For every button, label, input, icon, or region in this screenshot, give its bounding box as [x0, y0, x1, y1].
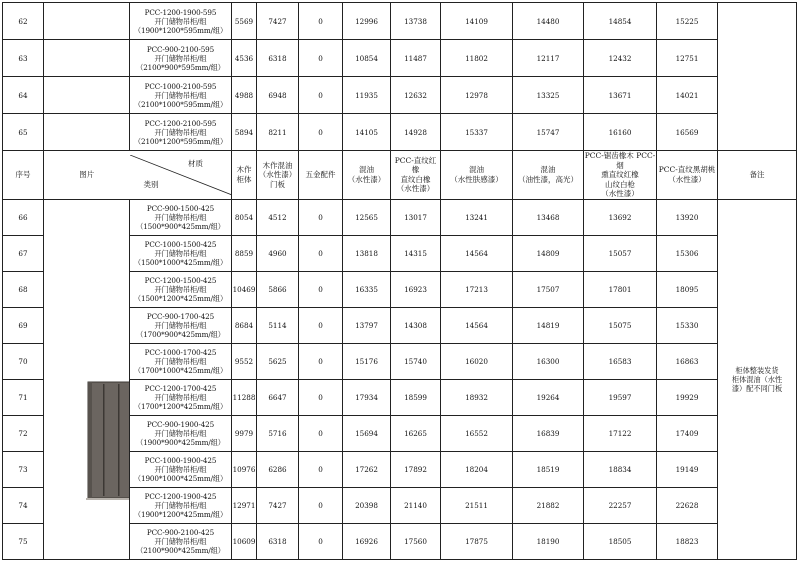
picture-cell: [44, 40, 130, 77]
price-cell: 8211: [257, 114, 299, 151]
header-wood-l1: 木作: [236, 165, 252, 175]
price-cell: 16926: [343, 523, 391, 559]
price-cell: 12978: [441, 77, 513, 114]
price-cell: 0: [299, 3, 343, 40]
price-cell: 0: [299, 343, 343, 379]
price-cell: 15075: [584, 307, 657, 343]
price-cell: 15225: [657, 3, 718, 40]
product-name-line: PCC-900-1500-425: [146, 203, 215, 213]
price-cell: 22257: [584, 487, 657, 523]
picture-cell: [44, 114, 130, 151]
price-cell: 8054: [232, 199, 257, 235]
header-c5-l2: 熏直纹红橡: [601, 170, 639, 179]
header-c2: [391, 151, 441, 200]
price-cell: 15337: [441, 114, 513, 151]
price-cell: 12432: [584, 40, 657, 77]
header-mix-l1: 木作混油: [262, 160, 293, 170]
header-c1: [343, 151, 391, 200]
product-name-line: （1700*900*425mm/组）: [136, 329, 225, 339]
price-cell: 5716: [257, 415, 299, 451]
product-name-line: 开门储物吊柜/组: [154, 127, 207, 137]
product-name: [130, 40, 232, 77]
product-name-line: PCC-1000-1700-425: [144, 347, 217, 357]
product-name-line: 开门储物吊柜/组: [154, 90, 207, 100]
price-cell: 5866: [257, 271, 299, 307]
table-row: [3, 3, 797, 40]
price-cell: 11288: [232, 379, 257, 415]
price-cell: 19597: [584, 379, 657, 415]
price-cell: 13325: [513, 77, 584, 114]
price-cell: 16569: [657, 114, 718, 151]
price-cell: 14854: [584, 3, 657, 40]
product-name-line: 开门储物吊柜/组: [154, 212, 207, 222]
price-cell: 10609: [232, 523, 257, 559]
price-cell: 5114: [257, 307, 299, 343]
product-name-line: （1900*1200*595mm/组）: [133, 25, 228, 35]
price-cell: 22628: [657, 487, 718, 523]
product-name-line: 开门储物吊柜/组: [154, 392, 207, 402]
price-cell: 18095: [657, 271, 718, 307]
price-cell: 16335: [343, 271, 391, 307]
price-cell: 13920: [657, 199, 718, 235]
price-cell: 4536: [232, 40, 257, 77]
product-name-line: PCC-1000-1500-425: [144, 239, 217, 249]
price-cell: 19264: [513, 379, 584, 415]
price-cell: 0: [299, 271, 343, 307]
row-number: 69: [3, 307, 44, 343]
price-cell: 14021: [657, 77, 718, 114]
price-cell: 14480: [513, 3, 584, 40]
price-cell: 0: [299, 451, 343, 487]
price-cell: 8684: [232, 307, 257, 343]
product-name-line: 开门储物吊柜/组: [154, 464, 207, 474]
price-cell: 15740: [391, 343, 441, 379]
price-cell: 12117: [513, 40, 584, 77]
row-number: 70: [3, 343, 44, 379]
price-cell: 13797: [343, 307, 391, 343]
header-c6-l2: （水性漆）: [668, 174, 706, 184]
price-cell: 21882: [513, 487, 584, 523]
price-cell: 16863: [657, 343, 718, 379]
product-name-line: （2100*900*425mm/组）: [136, 545, 225, 555]
table-row: [3, 199, 797, 235]
row-number: 65: [3, 114, 44, 151]
price-cell: 0: [299, 114, 343, 151]
price-cell: 6647: [257, 379, 299, 415]
header-mix: [257, 151, 299, 200]
price-cell: 13738: [391, 3, 441, 40]
header-c4: [513, 151, 584, 200]
header-mix-l2: （水性漆）: [258, 170, 297, 179]
row-number: 75: [3, 523, 44, 559]
price-cell: 10976: [232, 451, 257, 487]
header-hardware: 五金配件: [299, 151, 343, 200]
header-wood: [232, 151, 257, 200]
price-cell: 13692: [584, 199, 657, 235]
row-number: 74: [3, 487, 44, 523]
price-cell: 16160: [584, 114, 657, 151]
price-cell: 4960: [257, 235, 299, 271]
price-cell: 14315: [391, 235, 441, 271]
top-section: [3, 3, 797, 151]
product-name: [130, 415, 232, 451]
product-name-line: PCC-1000-1900-425: [144, 455, 217, 465]
product-name-line: PCC-1200-2100-595: [144, 118, 217, 128]
price-cell: 16839: [513, 415, 584, 451]
price-cell: 13241: [441, 199, 513, 235]
price-cell: 17122: [584, 415, 657, 451]
price-cell: 6286: [257, 451, 299, 487]
picture-cell: [44, 3, 130, 40]
header-c1-l2: （水性漆）: [347, 174, 386, 184]
price-cell: 16265: [391, 415, 441, 451]
header-material: 材质: [188, 158, 203, 168]
price-cell: 18932: [441, 379, 513, 415]
product-name-line: 开门储物吊柜/组: [154, 428, 207, 438]
price-cell: 14809: [513, 235, 584, 271]
product-name-line: PCC-900-1900-425: [146, 419, 215, 429]
price-cell: 0: [299, 523, 343, 559]
price-cell: 5894: [232, 114, 257, 151]
price-cell: 15176: [343, 343, 391, 379]
price-cell: 5625: [257, 343, 299, 379]
price-cell: 17213: [441, 271, 513, 307]
price-cell: 21511: [441, 487, 513, 523]
remark-cell-top: [718, 3, 797, 151]
product-name-line: 开门储物吊柜/组: [154, 284, 207, 294]
remark-cell: [718, 199, 797, 559]
header-c4-l2: （油性漆，高光）: [518, 174, 578, 184]
product-name: [130, 199, 232, 235]
bottom-section: [3, 199, 797, 559]
product-name-line: （1900*1000*425mm/组）: [133, 473, 228, 483]
price-cell: 7427: [257, 3, 299, 40]
header-c5-l1: PCC-锯齿橡木 PCC-烟: [584, 151, 656, 170]
header-c2-l2: 直纹白橡: [400, 174, 431, 184]
product-name-line: （2100*1200*595mm/组）: [133, 136, 228, 146]
cabinet-image: [86, 380, 130, 500]
product-name-line: 开门储物吊柜/组: [154, 356, 207, 366]
price-cell: 9979: [232, 415, 257, 451]
product-name: [130, 379, 232, 415]
price-cell: 0: [299, 235, 343, 271]
price-table: [2, 2, 797, 560]
price-cell: 14928: [391, 114, 441, 151]
header-c2-l1: PCC-直纹红橡: [394, 155, 437, 175]
price-cell: 6318: [257, 523, 299, 559]
product-name-line: （1500*900*425mm/组）: [136, 221, 225, 231]
remark-line: 柜体整装发货: [735, 365, 779, 375]
price-cell: 14564: [441, 235, 513, 271]
price-cell: 12971: [232, 487, 257, 523]
product-name: [130, 3, 232, 40]
price-cell: 17892: [391, 451, 441, 487]
header-c6-l1: PCC-直纹黑胡桃: [658, 165, 716, 175]
header-category: 类别: [143, 180, 159, 190]
price-cell: 0: [299, 307, 343, 343]
product-name-line: 开门储物吊柜/组: [154, 248, 207, 258]
product-name-line: 开门储物吊柜/组: [154, 536, 207, 546]
header-c5-l4: （水性漆）: [601, 189, 639, 198]
product-name-line: （2100*1000*595mm/组）: [133, 99, 228, 109]
price-cell: 15747: [513, 114, 584, 151]
product-name-line: （1500*1200*425mm/组）: [133, 293, 228, 303]
header-c6: [657, 151, 718, 200]
product-name-line: PCC-1000-2100-595: [144, 81, 217, 91]
price-cell: 0: [299, 415, 343, 451]
product-name-line: 开门储物吊柜/组: [154, 320, 207, 330]
row-number: 71: [3, 379, 44, 415]
product-name-line: （1900*1200*425mm/组）: [133, 509, 228, 519]
price-cell: 13671: [584, 77, 657, 114]
row-number: 68: [3, 271, 44, 307]
price-cell: 17560: [391, 523, 441, 559]
header-picture-material: [44, 151, 232, 200]
price-cell: 21140: [391, 487, 441, 523]
table-row: [3, 77, 797, 114]
product-name: [130, 451, 232, 487]
header-diagonal-cell: [130, 155, 231, 195]
price-cell: 0: [299, 487, 343, 523]
price-cell: 14564: [441, 307, 513, 343]
price-cell: 17262: [343, 451, 391, 487]
product-name-line: （1700*1000*425mm/组）: [133, 365, 228, 375]
price-cell: 17875: [441, 523, 513, 559]
price-cell: 0: [299, 77, 343, 114]
product-name: [130, 235, 232, 271]
price-cell: 18519: [513, 451, 584, 487]
row-number: 64: [3, 77, 44, 114]
product-name-line: PCC-900-2100-595: [146, 44, 215, 54]
price-cell: 13468: [513, 199, 584, 235]
header-c1-l1: 混油: [359, 165, 374, 175]
row-number: 73: [3, 451, 44, 487]
table-row: [3, 114, 797, 151]
product-name: [130, 487, 232, 523]
price-cell: 5569: [232, 3, 257, 40]
picture-cell-cabinet: [44, 199, 130, 559]
price-cell: 18599: [391, 379, 441, 415]
price-cell: 0: [299, 379, 343, 415]
product-name: [130, 114, 232, 151]
row-number: 63: [3, 40, 44, 77]
price-cell: 11487: [391, 40, 441, 77]
row-number: 67: [3, 235, 44, 271]
price-cell: 14105: [343, 114, 391, 151]
header-remark: 备注: [718, 151, 797, 200]
price-cell: 12632: [391, 77, 441, 114]
row-number: 62: [3, 3, 44, 40]
product-name-line: PCC-1200-1500-425: [144, 275, 217, 285]
price-cell: 0: [299, 199, 343, 235]
product-name-line: （1500*1000*425mm/组）: [133, 257, 228, 267]
price-cell: 16923: [391, 271, 441, 307]
product-name-line: 开门储物吊柜/组: [154, 500, 207, 510]
product-name: [130, 271, 232, 307]
price-cell: 13818: [343, 235, 391, 271]
price-cell: 18190: [513, 523, 584, 559]
price-cell: 4512: [257, 199, 299, 235]
product-name-line: 开门储物吊柜/组: [154, 16, 207, 26]
price-cell: 19929: [657, 379, 718, 415]
product-name: [130, 77, 232, 114]
price-cell: 6948: [257, 77, 299, 114]
price-cell: 7427: [257, 487, 299, 523]
product-name-line: （1900*900*425mm/组）: [136, 437, 225, 447]
header-wood-l2: 柜体: [236, 174, 252, 184]
header-c3: [441, 151, 513, 200]
price-cell: 10854: [343, 40, 391, 77]
price-cell: 15694: [343, 415, 391, 451]
product-name-line: PCC-1200-1700-425: [144, 383, 217, 393]
price-cell: 18505: [584, 523, 657, 559]
price-cell: 16020: [441, 343, 513, 379]
header-no: 序号: [3, 151, 44, 200]
product-name-line: PCC-1200-1900-425: [144, 491, 217, 501]
header-c5-l3: 山纹白枪: [605, 179, 635, 189]
price-cell: 12996: [343, 3, 391, 40]
header-section: [3, 151, 797, 200]
price-cell: 15306: [657, 235, 718, 271]
price-cell: 11802: [441, 40, 513, 77]
product-name-line: 开门储物吊柜/组: [154, 53, 207, 63]
price-cell: 8859: [232, 235, 257, 271]
price-cell: 19149: [657, 451, 718, 487]
price-cell: 12565: [343, 199, 391, 235]
price-cell: 18823: [657, 523, 718, 559]
price-cell: 17934: [343, 379, 391, 415]
header-mix-l3: 门板: [270, 179, 285, 189]
product-name-line: PCC-900-2100-425: [146, 527, 215, 537]
price-cell: 13017: [391, 199, 441, 235]
price-cell: 4988: [232, 77, 257, 114]
price-cell: 16583: [584, 343, 657, 379]
row-number: 66: [3, 199, 44, 235]
header-c3-l2: （水性肤感漆）: [450, 174, 503, 184]
price-cell: 16552: [441, 415, 513, 451]
remark-line: 漆）配不同门板: [731, 383, 783, 393]
price-cell: 0: [299, 40, 343, 77]
picture-cell: [44, 77, 130, 114]
price-cell: 6318: [257, 40, 299, 77]
header-c5: [584, 151, 657, 200]
price-cell: 9552: [232, 343, 257, 379]
product-name-line: PCC-1200-1900-595: [144, 7, 217, 17]
price-cell: 17507: [513, 271, 584, 307]
price-cell: 14308: [391, 307, 441, 343]
header-c4-l1: 混油: [540, 165, 556, 175]
price-cell: 16300: [513, 343, 584, 379]
remark-line: 柜体混油（水性: [731, 374, 783, 384]
price-cell: 15057: [584, 235, 657, 271]
product-name-line: （1700*1200*425mm/组）: [133, 401, 228, 411]
price-cell: 14819: [513, 307, 584, 343]
price-cell: 12751: [657, 40, 718, 77]
header-c2-l3: （水性漆）: [396, 184, 435, 194]
product-name: [130, 523, 232, 559]
price-cell: 11935: [343, 77, 391, 114]
price-cell: 20398: [343, 487, 391, 523]
product-name-line: PCC-900-1700-425: [146, 311, 215, 321]
row-number: 72: [3, 415, 44, 451]
price-cell: 15330: [657, 307, 718, 343]
price-cell: 17409: [657, 415, 718, 451]
price-cell: 18834: [584, 451, 657, 487]
product-name: [130, 343, 232, 379]
price-cell: 10469: [232, 271, 257, 307]
table-row: [3, 40, 797, 77]
price-cell: 14109: [441, 3, 513, 40]
price-cell: 17801: [584, 271, 657, 307]
header-c3-l1: 混油: [469, 165, 484, 175]
header-row: [3, 151, 797, 200]
header-picture: 图片: [79, 170, 95, 179]
price-cell: 18204: [441, 451, 513, 487]
product-name-line: （2100*900*595mm/组）: [136, 62, 225, 72]
product-name: [130, 307, 232, 343]
